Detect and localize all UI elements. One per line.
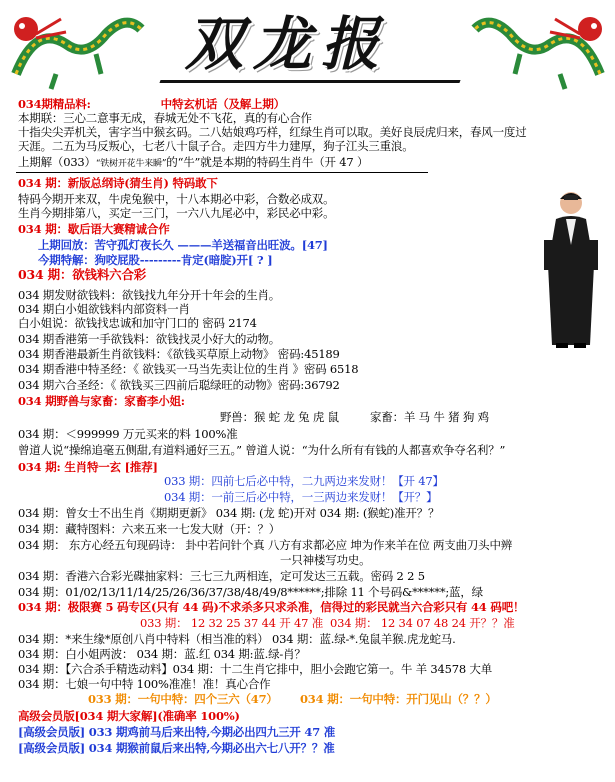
- sec6-line11: 034 期：*来生缘*原创八肖中特料（相当准的料） 034 期：蓝.绿-*.兔鼠羊猴.虎龙蛇马.: [18, 632, 456, 646]
- sec6-line7: 034 期：香港六合彩光碟抽家料：三七三九两相连，定可发达三五载。密码 2 2 5: [18, 569, 425, 583]
- sec3-money-title: 034 期：欲钱料六合彩: [18, 267, 147, 282]
- sec6-line14: 034 期：七娘一句中特 100%准准！准！真心合作: [18, 677, 271, 691]
- sec4-line: 034 期香港中特圣经：《 欲钱买一马当先卖让位的生肖 》密码 6518: [18, 362, 359, 376]
- page-title: 双龙报: [185, 10, 390, 78]
- sec4-line: 白小姐说：欲钱找忠诚和加守门口的 密码 2174: [18, 316, 257, 330]
- sec6-line10b: 034 期： 12 34 07 48 24 开？？准: [330, 616, 515, 630]
- title-underline: [159, 80, 460, 83]
- sec6-line13: 034 期：【六合杀手精选动料】034 期：十二生肖它排中，胆小会跑它第一。牛 羊 34578 大单: [18, 662, 493, 676]
- sec3-current: 今期特解：狗咬屁股---------肯定(暗腚)开[ ? ]: [38, 253, 273, 267]
- sec1-subtitle: 中特玄机话（及解上期）: [160, 97, 285, 111]
- sec4-line: 034 期发财欲钱料：欲钱找九年分开十年会的生肖。: [18, 288, 281, 302]
- sec6-line3: 034 期：曾女士不出生肖《期期更新》 034 期: (龙 蛇)开对 034 期: (猴蛇)准开？？: [18, 506, 440, 520]
- sec5-line3: 034 期：＜999999 万元买来的料 100%准: [18, 427, 238, 441]
- sec5-line4: 曾道人说“操绵追毫五侧甜,有道料通好三五。” 曾道人说：“为什么所有有钱的人都喜欢争夺名利？”: [18, 443, 506, 457]
- sec1-line3: 十指尖尖弄机关，害字当中猴玄码。二八姑娘鸡巧样，红绿生肖可以取。美好良辰虎归来，春风一度过: [18, 125, 527, 139]
- dragon-icon-right: [470, 4, 610, 94]
- wild-animals: 野兽：猴 蛇 龙 兔 虎 鼠: [220, 410, 339, 424]
- sec7-line2: [高级会员版] 033 期鸡前马后来出特,今期必出四九三开 47 准: [18, 725, 336, 739]
- sec6-line9: 034 期：极限赛 5 码专区(只有 44 码)不求杀多只求杀准，信得过的彩民就当六合彩只有 44 码吧！: [18, 600, 525, 614]
- sec3-title: 034 期：歇后语大赛精诚合作: [18, 222, 170, 236]
- sec4-line: 034 期白小姐欲钱料内部资料一肖: [18, 302, 190, 316]
- sec4-line: 034 期六合圣经：《 欲钱买三四前后聪绿旺的动物》密码:36792: [18, 378, 340, 392]
- sec7-line3: [高级会员版] 034 期猴前鼠后来出特,今期必出六七八开？？准: [18, 741, 335, 755]
- sec6-line6: 一只神楼写功史。: [280, 553, 371, 567]
- sec6-line15a: 033 期：一句中特：四个三六（47）: [88, 692, 278, 706]
- sec2-title: 034 期：新版总纲诗(猜生肖) 特码敢下: [18, 176, 218, 190]
- sec5-title: 034 期野兽与家畜：家畜李小姐:: [18, 394, 185, 408]
- sec3-last-review: 上期回放：苦守孤灯夜长久 ———羊送福音出旺波。[47]: [38, 238, 328, 252]
- sec6-line1: 033 期：四前七后必中特，二九两边来发财！【开 47】: [164, 474, 444, 488]
- sec1-line2: 本期联：三心二意事无成，春城无处不飞花，真的有心合作: [18, 111, 312, 125]
- sec5-line5: 034 期: 生肖特一玄 [推荐]: [18, 460, 158, 474]
- sec1-line4: 天涯。二五为马反叛心，七老八十鼠子合。走四方牛力建厚，狗子江头三重浪。: [18, 139, 414, 153]
- divider: [16, 172, 428, 173]
- sec6-line10a: 033 期： 12 32 25 37 44 开 47 准: [140, 616, 324, 630]
- sec6-line12: 034 期：白小姐两波： 034 期：蓝.红 034 期:蓝.绿-肖？: [18, 647, 306, 661]
- sec6-line2: 034 期：一前三后必中特，一三两边来发财！【开？】: [164, 490, 438, 504]
- sec4-line: 034 期香港最新生肖欲钱料：《欲钱买草原上动物》 密码:45189: [18, 347, 340, 361]
- sec6-line15b: 034 期：一句中特：开门见山（？？）: [300, 692, 497, 706]
- sec6-line8: 034 期：01/02/13/11/14/25/26/36/37/38/48/49/8******;排除 11 个号码&******;蓝，绿: [18, 585, 483, 599]
- sec1-label: 034期精品料:: [18, 97, 91, 111]
- sec2-line2: 特码今期开来双，牛虎兔猴中，十八本期必中彩，合数必成双。: [18, 192, 335, 206]
- sec1-line1: [18, 97, 285, 111]
- sec1-line5: 上期解（033）“铁树开花牛来瞬”的“牛”就是本期的特码生肖牛（开 47 ）: [18, 155, 369, 169]
- man-portrait: [536, 185, 606, 350]
- sec2-line3: 生肖今期排第八，买定一三门，一六八九尾必中，彩民必中彩。: [18, 206, 335, 220]
- sec4-line: 034 期香港第一手欲钱料：欲钱找灵小好大的动物。: [18, 332, 281, 346]
- sec6-line4: 034 期：藏特图料：六来五来一七发大财（开：？）: [18, 522, 281, 536]
- sec7-title: 高级会员版[034 期大家解](准确率 100%): [18, 709, 240, 723]
- domestic-animals: 家畜：羊 马 牛 猪 狗 鸡: [370, 410, 489, 424]
- sec6-line5: 034 期： 东方心经五句现码诗： 卦中若问针个真 八方有求都必应 坤为作来羊在位 两支曲刀头中辨: [18, 538, 513, 552]
- dragon-icon-left: [6, 4, 146, 94]
